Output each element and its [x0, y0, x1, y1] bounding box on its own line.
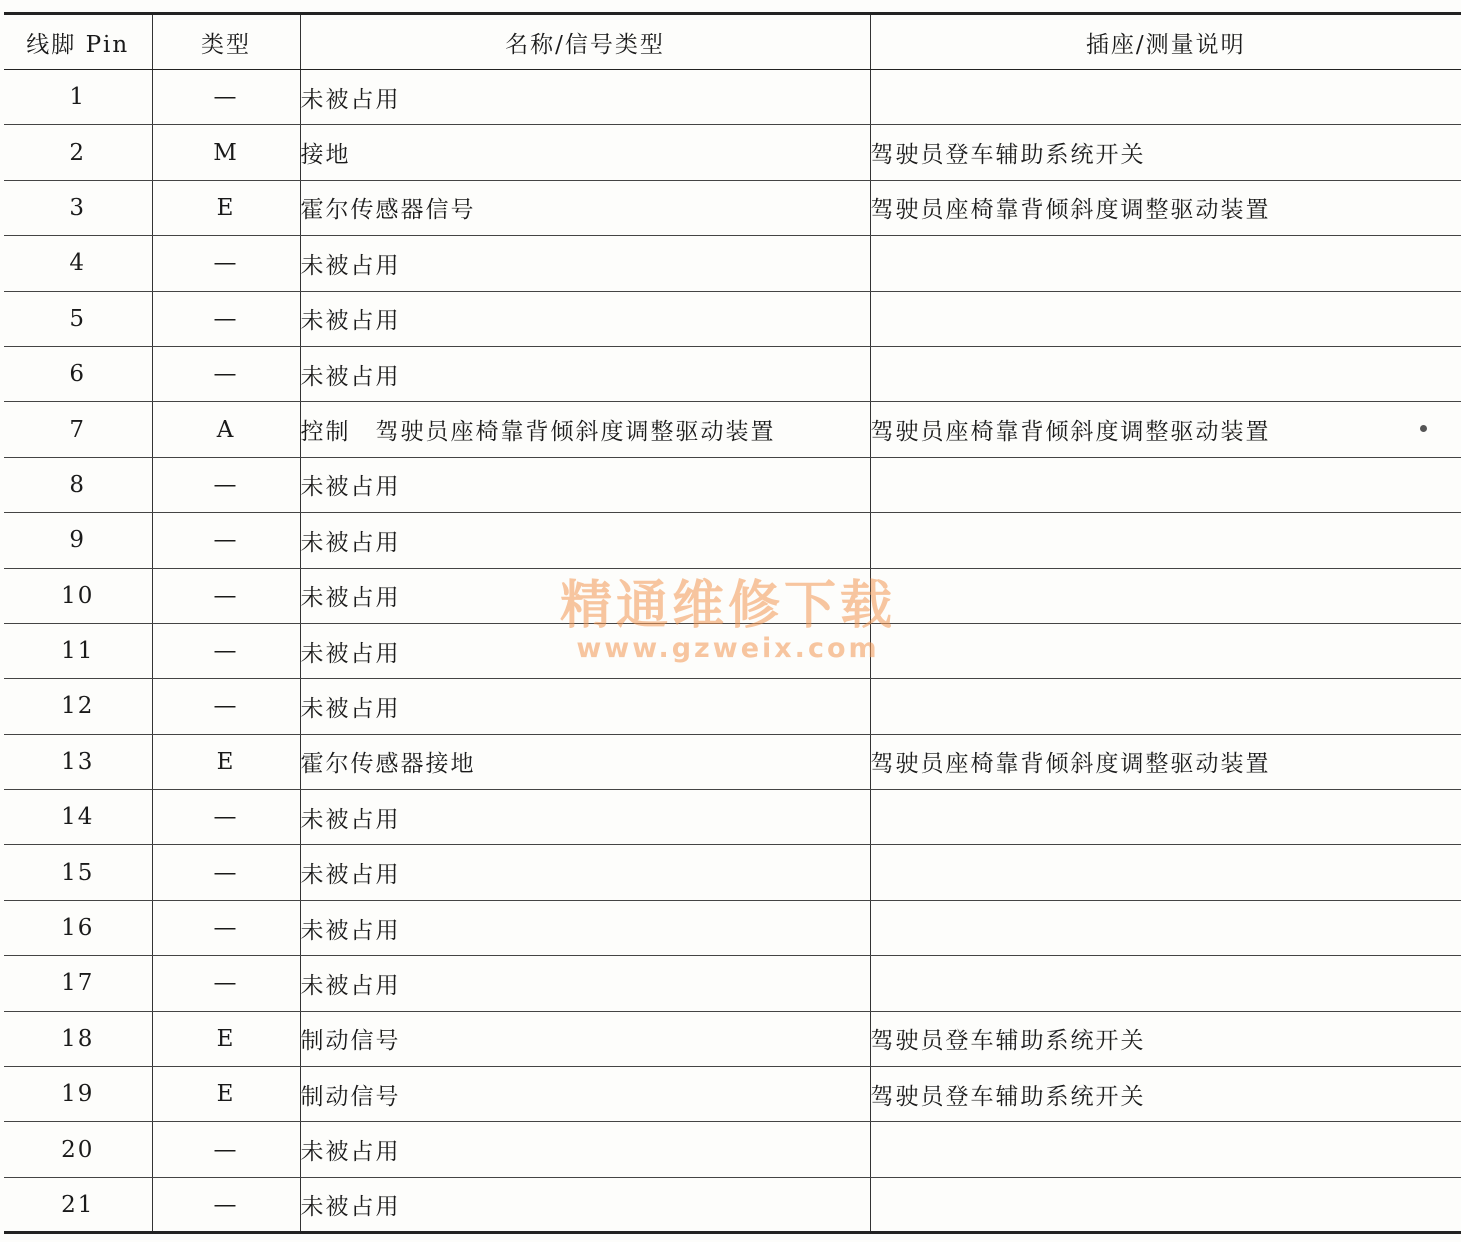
name-cell: 未被占用 [300, 457, 870, 512]
connector-cell [870, 236, 1461, 291]
type-cell: — [152, 1177, 300, 1232]
name-cell: 霍尔传感器接地 [300, 734, 870, 789]
table-row [4, 291, 1461, 346]
connector-cell [870, 790, 1461, 845]
connector-cell [870, 845, 1461, 900]
connector-cell [870, 457, 1461, 512]
type-cell: — [152, 900, 300, 955]
connector-cell [870, 900, 1461, 955]
name-cell: 未被占用 [300, 513, 870, 568]
type-cell: — [152, 513, 300, 568]
watermark-title: 精通维修下载 [559, 576, 896, 636]
pin-cell: 15 [4, 845, 152, 900]
connector-cell: 驾驶员登车辅助系统开关 [870, 125, 1461, 180]
pin-cell: 2 [4, 125, 152, 180]
connector-cell [870, 1122, 1461, 1177]
pin-cell: 9 [4, 513, 152, 568]
watermark-url: www.gzweix.com [576, 633, 880, 664]
pin-cell: 13 [4, 734, 152, 789]
name-cell: 未被占用 [300, 346, 870, 401]
connector-cell: 驾驶员登车辅助系统开关 [870, 1067, 1461, 1122]
pin-cell: 21 [4, 1177, 152, 1232]
name-cell: 制动信号 [300, 1011, 870, 1066]
header-name: 名称/信号类型 [300, 14, 870, 70]
type-cell: E [152, 180, 300, 235]
table-header [4, 14, 1461, 70]
connector-cell: 驾驶员登车辅助系统开关 [870, 1011, 1461, 1066]
connector-cell [870, 1177, 1461, 1232]
name-cell: 未被占用 [300, 956, 870, 1011]
connector-cell: 驾驶员座椅靠背倾斜度调整驱动装置 [870, 180, 1461, 235]
pin-cell: 10 [4, 568, 152, 623]
type-cell: — [152, 679, 300, 734]
header-row [4, 14, 1461, 70]
table-row [4, 1011, 1461, 1066]
table-row [4, 956, 1461, 1011]
pin-cell: 11 [4, 623, 152, 678]
name-cell: 制动信号 [300, 1067, 870, 1122]
connector-cell [870, 679, 1461, 734]
pin-cell: 8 [4, 457, 152, 512]
name-cell: 未被占用 [300, 236, 870, 291]
type-cell: — [152, 1122, 300, 1177]
pin-cell: 18 [4, 1011, 152, 1066]
connector-cell [870, 70, 1461, 125]
table-row [4, 457, 1461, 512]
type-cell: A [152, 402, 300, 457]
type-cell: — [152, 457, 300, 512]
table-row [4, 236, 1461, 291]
table-row [4, 402, 1461, 457]
name-cell: 未被占用 [300, 568, 870, 623]
table-row [4, 70, 1461, 125]
name-cell: 霍尔传感器信号 [300, 180, 870, 235]
table-row [4, 845, 1461, 900]
pin-cell: 16 [4, 900, 152, 955]
connector-cell [870, 568, 1461, 623]
table-row [4, 125, 1461, 180]
connector-cell [870, 956, 1461, 1011]
pin-cell: 20 [4, 1122, 152, 1177]
name-cell: 未被占用 [300, 845, 870, 900]
name-cell: 控制 驾驶员座椅靠背倾斜度调整驱动装置 [300, 402, 870, 457]
type-cell: — [152, 236, 300, 291]
type-cell: — [152, 346, 300, 401]
type-cell: E [152, 734, 300, 789]
table-row [4, 623, 1461, 678]
table-row [4, 180, 1461, 235]
pin-cell: 7 [4, 402, 152, 457]
table-row [4, 679, 1461, 734]
pin-cell: 5 [4, 291, 152, 346]
name-cell: 未被占用 [300, 623, 870, 678]
header-connector: 插座/测量说明 [870, 14, 1461, 70]
connector-cell [870, 513, 1461, 568]
pin-assignment-table [4, 12, 1461, 1234]
table-row [4, 513, 1461, 568]
type-cell: — [152, 568, 300, 623]
pin-cell: 17 [4, 956, 152, 1011]
type-cell: — [152, 291, 300, 346]
pin-cell: 4 [4, 236, 152, 291]
pin-cell: 6 [4, 346, 152, 401]
table-row [4, 1122, 1461, 1177]
connector-cell: 驾驶员座椅靠背倾斜度调整驱动装置 [870, 402, 1461, 457]
connector-cell [870, 346, 1461, 401]
table-row [4, 568, 1461, 623]
name-cell: 未被占用 [300, 291, 870, 346]
type-cell: — [152, 623, 300, 678]
type-cell: — [152, 790, 300, 845]
pin-cell: 3 [4, 180, 152, 235]
header-type: 类型 [152, 14, 300, 70]
type-cell: E [152, 1067, 300, 1122]
name-cell: 未被占用 [300, 790, 870, 845]
table-row [4, 1067, 1461, 1122]
type-cell: M [152, 125, 300, 180]
name-cell: 未被占用 [300, 1177, 870, 1232]
connector-cell [870, 623, 1461, 678]
connector-cell: 驾驶员座椅靠背倾斜度调整驱动装置 [870, 734, 1461, 789]
table-row [4, 1177, 1461, 1232]
stray-dot [1420, 425, 1427, 432]
pin-cell: 1 [4, 70, 152, 125]
header-pin: 线脚 Pin [4, 14, 152, 70]
table-row [4, 734, 1461, 789]
type-cell: — [152, 956, 300, 1011]
name-cell: 接地 [300, 125, 870, 180]
connector-cell [870, 291, 1461, 346]
name-cell: 未被占用 [300, 70, 870, 125]
pin-cell: 14 [4, 790, 152, 845]
type-cell: E [152, 1011, 300, 1066]
table-row [4, 790, 1461, 845]
name-cell: 未被占用 [300, 900, 870, 955]
pin-cell: 12 [4, 679, 152, 734]
table-row [4, 346, 1461, 401]
type-cell: — [152, 845, 300, 900]
pin-cell: 19 [4, 1067, 152, 1122]
table-row [4, 900, 1461, 955]
table-body [4, 70, 1461, 1233]
name-cell: 未被占用 [300, 679, 870, 734]
type-cell: — [152, 70, 300, 125]
name-cell: 未被占用 [300, 1122, 870, 1177]
